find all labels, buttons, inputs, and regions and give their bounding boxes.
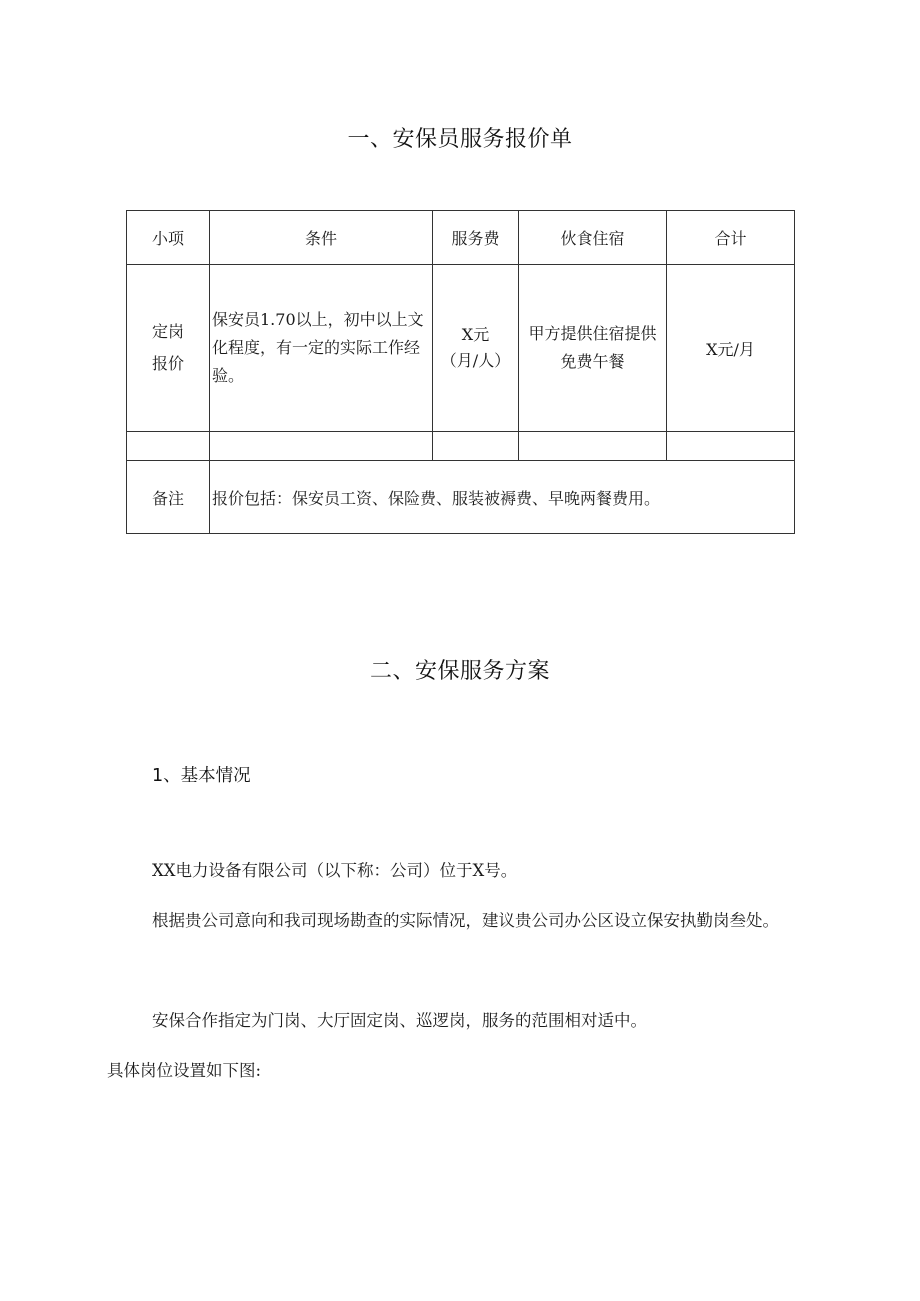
note-label: 备注 [127,461,210,534]
header-condition: 条件 [210,211,433,265]
paragraph-posts: 安保合作指定为门岗、大厅固定岗、巡逻岗，服务的范围相对适中。 [152,1011,647,1030]
empty-row [127,432,795,461]
header-item: 小项 [127,211,210,265]
header-fee: 服务费 [433,211,519,265]
note-text: 报价包括：保安员工资、保险费、服装被褥费、早晚两餐费用。 [210,461,795,534]
paragraph-company: XX电力设备有限公司（以下称：公司）位于X号。 [152,861,518,880]
fee-cell [433,265,519,432]
fee-line-1: X元 [461,325,490,344]
header-total: 合计 [667,211,795,265]
quote-table [126,210,795,534]
fee-line-2: （月/人） [440,351,511,370]
table-row [127,265,795,432]
section-title-plan: 二、安保服务方案 [369,659,550,684]
note-row [127,461,795,534]
section-title-quote: 一、安保员服务报价单 [347,127,573,152]
board-cell: 甲方提供住宿提供免费午餐 [519,265,667,432]
paragraph-recommendation: 根据贵公司意向和我司现场勘查的实际情况，建议贵公司办公区设立保安执勤岗叁处。 [152,911,779,930]
condition-cell: 保安员1.70以上，初中以上文化程度，有一定的实际工作经验。 [210,265,433,432]
item-cell [127,265,210,432]
table-header-row [127,211,795,265]
total-cell: X元/月 [667,265,795,432]
subsection-title-basic: 1、基本情况 [152,766,251,786]
header-board: 伙食住宿 [519,211,667,265]
item-line-2: 报价 [151,354,184,373]
paragraph-layout-intro: 具体岗位设置如下图: [107,1061,262,1080]
item-line-1: 定岗 [151,322,184,341]
